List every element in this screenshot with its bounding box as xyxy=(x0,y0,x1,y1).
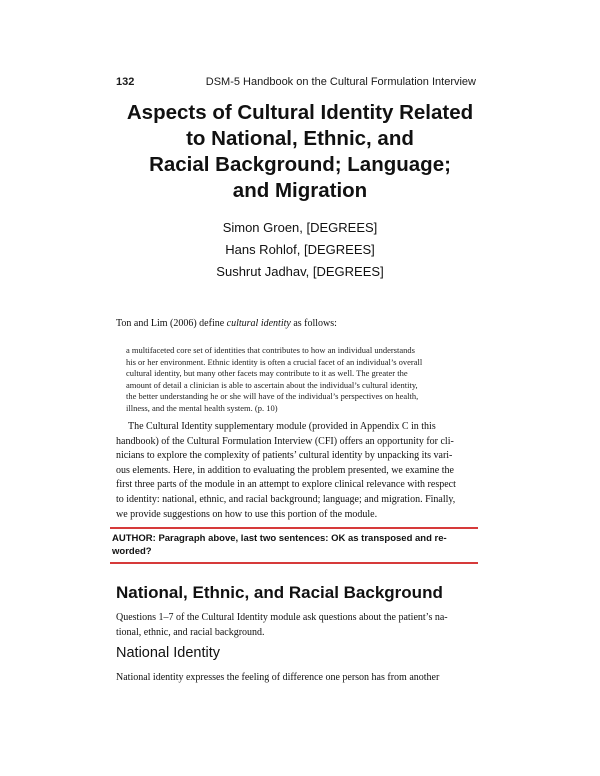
running-title: DSM-5 Handbook on the Cultural Formulation Interview xyxy=(205,76,476,88)
author-list xyxy=(100,217,500,283)
quote-line: amount of detail a clinician is able to ascertain about the individual’s cultural identity, xyxy=(126,379,418,390)
intro-after: as follows: xyxy=(290,318,337,329)
quote-line: the better understanding he or she will have of the individual’s perspectives on health, xyxy=(126,391,419,401)
title-line: Racial Background; Language; xyxy=(149,153,451,176)
section-paragraph xyxy=(116,611,478,640)
chapter-title xyxy=(80,100,520,204)
query-rule-bottom xyxy=(110,562,478,564)
subsection-text: National identity expresses the feeling of difference one person has from another xyxy=(116,672,440,683)
paragraph-line: tional, ethnic, and racial background. xyxy=(116,626,265,638)
query-line: worded? xyxy=(112,545,152,557)
quote-line: a multifaceted core set of identities that contributes to how an individual understands xyxy=(126,345,415,355)
page-number: 132 xyxy=(116,76,135,88)
paragraph-line: handbook) of the Cultural Formulation Interview (CFI) offers an opportunity for cli- xyxy=(116,435,454,447)
title-line: and Migration xyxy=(232,179,368,202)
paragraph-line: nicians to explore the complexity of patients’ cultural identity by unpacking its vari- xyxy=(116,450,453,462)
paragraph-line: Questions 1–7 of the Cultural Identity module ask questions about the patient’s na- xyxy=(116,612,448,623)
author: Hans Rohlof, [DEGREES] xyxy=(225,242,375,257)
intro-term: cultural identity xyxy=(226,318,291,329)
query-line: AUTHOR: Paragraph above, last two sentences: OK as transposed and re- xyxy=(112,533,447,544)
author-query-text xyxy=(110,529,478,562)
intro-sentence xyxy=(116,318,486,329)
title-line: Aspects of Cultural Identity Related xyxy=(126,101,474,124)
paragraph-line: first three parts of the module in an attempt to explore clinical relevance with respect xyxy=(116,479,456,491)
paragraph-line: ous elements. Here, in addition to evaluating the problem presented, we examine the xyxy=(116,464,454,476)
title-line: to National, Ethnic, and xyxy=(186,127,414,150)
body-paragraph xyxy=(116,420,478,522)
paragraph-line: The Cultural Identity supplementary module (provided in Appendix C in this xyxy=(128,421,436,432)
author: Simon Groen, [DEGREES] xyxy=(222,220,378,235)
quote-line: illness, and the mental health system. (p. 10) xyxy=(126,402,278,413)
section-heading: National, Ethnic, and Racial Background xyxy=(116,583,443,602)
author: Sushrut Jadhav, [DEGREES] xyxy=(216,264,384,279)
subsection-heading: National Identity xyxy=(116,645,220,661)
quote-line: cultural identity, but many other facets may contribute to it as well. The greater the xyxy=(126,368,408,378)
author-query xyxy=(110,527,478,564)
block-quote xyxy=(126,345,478,414)
paragraph-line: to identity: national, ethnic, and racial background; language; and migration. Finally, xyxy=(116,493,456,505)
running-header xyxy=(116,76,476,90)
quote-line: his or her environment. Ethnic identity is often a crucial facet of an individual’s overall xyxy=(126,356,423,367)
paragraph-line: we provide suggestions on how to use this portion of the module. xyxy=(116,508,378,520)
intro-before: Ton and Lim (2006) define xyxy=(116,318,227,329)
